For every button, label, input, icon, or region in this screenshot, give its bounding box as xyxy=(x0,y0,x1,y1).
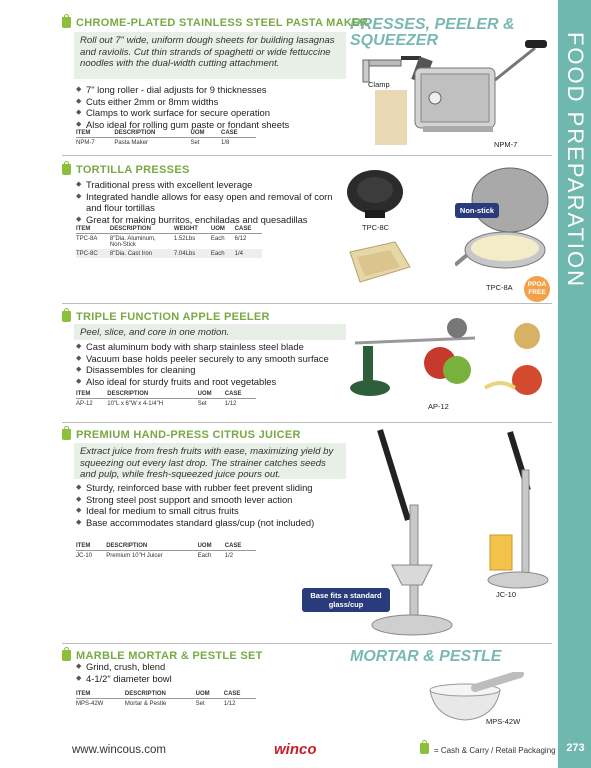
col-case: CASE xyxy=(235,226,262,234)
retail-bag-icon xyxy=(62,650,71,661)
apple-table xyxy=(76,391,256,408)
list-item: ◆ Strong steel post support and smooth lever action xyxy=(76,494,348,506)
retail-bag-icon xyxy=(62,17,71,28)
pasta-table xyxy=(76,130,256,147)
list-item: ◆ 4-1/2" diameter bowl xyxy=(76,673,338,685)
nonstick-badge: Non-stick xyxy=(455,203,499,218)
col-description: DESCRIPTION xyxy=(110,226,174,234)
pasta-bullets xyxy=(76,84,356,130)
page-number: 273 xyxy=(566,742,585,754)
col-description: DESCRIPTION xyxy=(125,691,196,699)
col-uom: UOM xyxy=(198,543,225,551)
tortilla-image xyxy=(345,232,415,287)
col-weight: WEIGHT xyxy=(174,226,211,234)
col-item: ITEM xyxy=(76,226,110,234)
list-item: ◆ Integrated handle allows for easy open and removal of corn and flour tortillas xyxy=(76,191,338,214)
citrus-table xyxy=(76,543,256,560)
tpc-8a-caption: TPC-8A xyxy=(486,283,513,292)
citrus-model-caption: JC-10 xyxy=(496,590,517,599)
section-divider xyxy=(62,303,552,304)
pasta-maker-image xyxy=(375,40,550,145)
base-fits-badge: Base fits a standard glass/cup xyxy=(302,588,390,612)
pasta-intro: Roll out 7" wide, uniform dough sheets for building lasagnas and raviolis. Cut thin strands of spaghetti or wide fettuccine noodles with the dual-width cutting attachment. xyxy=(74,32,346,79)
list-item: ◆ Cast aluminum body with sharp stainless steel blade xyxy=(76,341,348,353)
table-row: AP-12 10"L x 6"W x 4-1/4"H Set 1/12 xyxy=(76,401,237,407)
tortilla-title: TORTILLA PRESSES xyxy=(76,164,190,176)
tpc-8c-caption: TPC-8C xyxy=(362,223,390,232)
list-item: ◆ Clamps to work surface for secure operation xyxy=(76,107,356,119)
list-item: ◆ Base accommodates standard glass/cup (not included) xyxy=(76,517,348,529)
ppoa-free-badge: PPOA FREE xyxy=(524,276,550,302)
apple-peeler-image xyxy=(345,308,555,403)
section-divider xyxy=(62,643,552,644)
section-divider xyxy=(62,155,552,156)
list-item: ◆ Cuts either 2mm or 8mm widths xyxy=(76,96,356,108)
mortar-table xyxy=(76,691,256,708)
presses-heading: PRESSES, PEELER & SQUEEZER xyxy=(350,16,515,49)
table-row: NPM-7 Pasta Maker Set 1/8 xyxy=(76,140,230,146)
svg-text:winco: winco xyxy=(274,741,317,758)
clamp-caption: Clamp xyxy=(368,80,390,89)
list-item: ◆ Traditional press with excellent leverage xyxy=(76,179,338,191)
table-row: JC-10 Premium 10"H Juicer Each 1/2 xyxy=(76,553,234,559)
tortilla-bullets xyxy=(76,179,338,225)
citrus-title: PREMIUM HAND-PRESS CITRUS JUICER xyxy=(76,429,301,441)
col-description: DESCRIPTION xyxy=(114,130,190,138)
list-item: ◆ Ideal for medium to small citrus fruits xyxy=(76,505,348,517)
col-case: CASE xyxy=(221,130,256,138)
apple-bullets xyxy=(76,341,348,387)
col-description: DESCRIPTION xyxy=(107,391,197,399)
citrus-bullets xyxy=(76,482,348,528)
list-item: ◆ Great for making burritos, enchiladas and quesadillas xyxy=(76,214,338,226)
aluminum-press-image xyxy=(455,165,553,280)
col-case: CASE xyxy=(225,543,256,551)
footer-legend: = Cash & Carry / Retail Packaging xyxy=(434,746,556,755)
retail-bag-icon xyxy=(420,743,429,754)
citrus-juicer-closed-image xyxy=(480,430,550,590)
col-uom: UOM xyxy=(191,130,221,138)
col-item: ITEM xyxy=(76,391,107,399)
retail-bag-icon xyxy=(62,311,71,322)
mortar-heading: MORTAR & PESTLE xyxy=(350,648,502,665)
pasta-title: CHROME-PLATED STAINLESS STEEL PASTA MAKER xyxy=(76,17,368,29)
apple-model-caption: AP-12 xyxy=(428,402,449,411)
list-item: ◆ Grind, crush, blend xyxy=(76,661,338,673)
col-item: ITEM xyxy=(76,130,114,138)
col-case: CASE xyxy=(224,691,256,699)
apple-title: TRIPLE FUNCTION APPLE PEELER xyxy=(76,311,270,323)
col-uom: UOM xyxy=(196,691,224,699)
footer-url[interactable]: www.wincous.com xyxy=(72,744,166,756)
retail-bag-icon xyxy=(62,164,71,175)
col-uom: UOM xyxy=(198,391,225,399)
col-case: CASE xyxy=(225,391,256,399)
table-row: MPS-42W Mortar & Pestle Set 1/12 xyxy=(76,701,236,707)
col-uom: UOM xyxy=(211,226,235,234)
sidebar-title: FOOD PREPARATION xyxy=(563,31,588,289)
apple-intro: Peel, slice, and core in one motion. xyxy=(74,324,346,340)
mortar-title: MARBLE MORTAR & PESTLE SET xyxy=(76,650,263,662)
table-row: TPC-8A 8"Dia. Aluminum, Non-Stick 1.52Lbs Each 6/12 xyxy=(76,236,247,248)
winco-logo xyxy=(272,740,340,758)
mortar-bullets xyxy=(76,661,338,684)
list-item: ◆ Disassembles for cleaning xyxy=(76,364,348,376)
citrus-intro: Extract juice from fresh fruits with ease, maximizing yield by squeezing out every last drop. The strainer catches seeds and pulp, while fresh-squeezed juice pours out. xyxy=(74,443,346,479)
mortar-model-caption: MPS-42W xyxy=(486,717,521,726)
section-divider xyxy=(62,422,552,423)
list-item: ◆ Sturdy, reinforced base with rubber feet prevent sliding xyxy=(76,482,348,494)
table-row: TPC-8C 8"Dia. Cast Iron 7.04Lbs Each 1/4 xyxy=(76,249,262,258)
col-description: DESCRIPTION xyxy=(106,543,197,551)
pasta-model-caption: NPM-7 xyxy=(494,140,518,149)
list-item: ◆ Vacuum base holds peeler securely to any smooth surface xyxy=(76,353,348,365)
col-item: ITEM xyxy=(76,691,125,699)
retail-bag-icon xyxy=(62,429,71,440)
col-item: ITEM xyxy=(76,543,106,551)
cast-iron-press-image xyxy=(345,162,407,227)
list-item: ◆ Also ideal for rolling gum paste or fondant sheets xyxy=(76,119,356,131)
mortar-pestle-image xyxy=(425,672,525,722)
list-item: ◆ Also ideal for sturdy fruits and root vegetables xyxy=(76,376,348,388)
list-item: ◆ 7" long roller - dial adjusts for 9 thicknesses xyxy=(76,84,356,96)
tortilla-table xyxy=(76,226,262,258)
